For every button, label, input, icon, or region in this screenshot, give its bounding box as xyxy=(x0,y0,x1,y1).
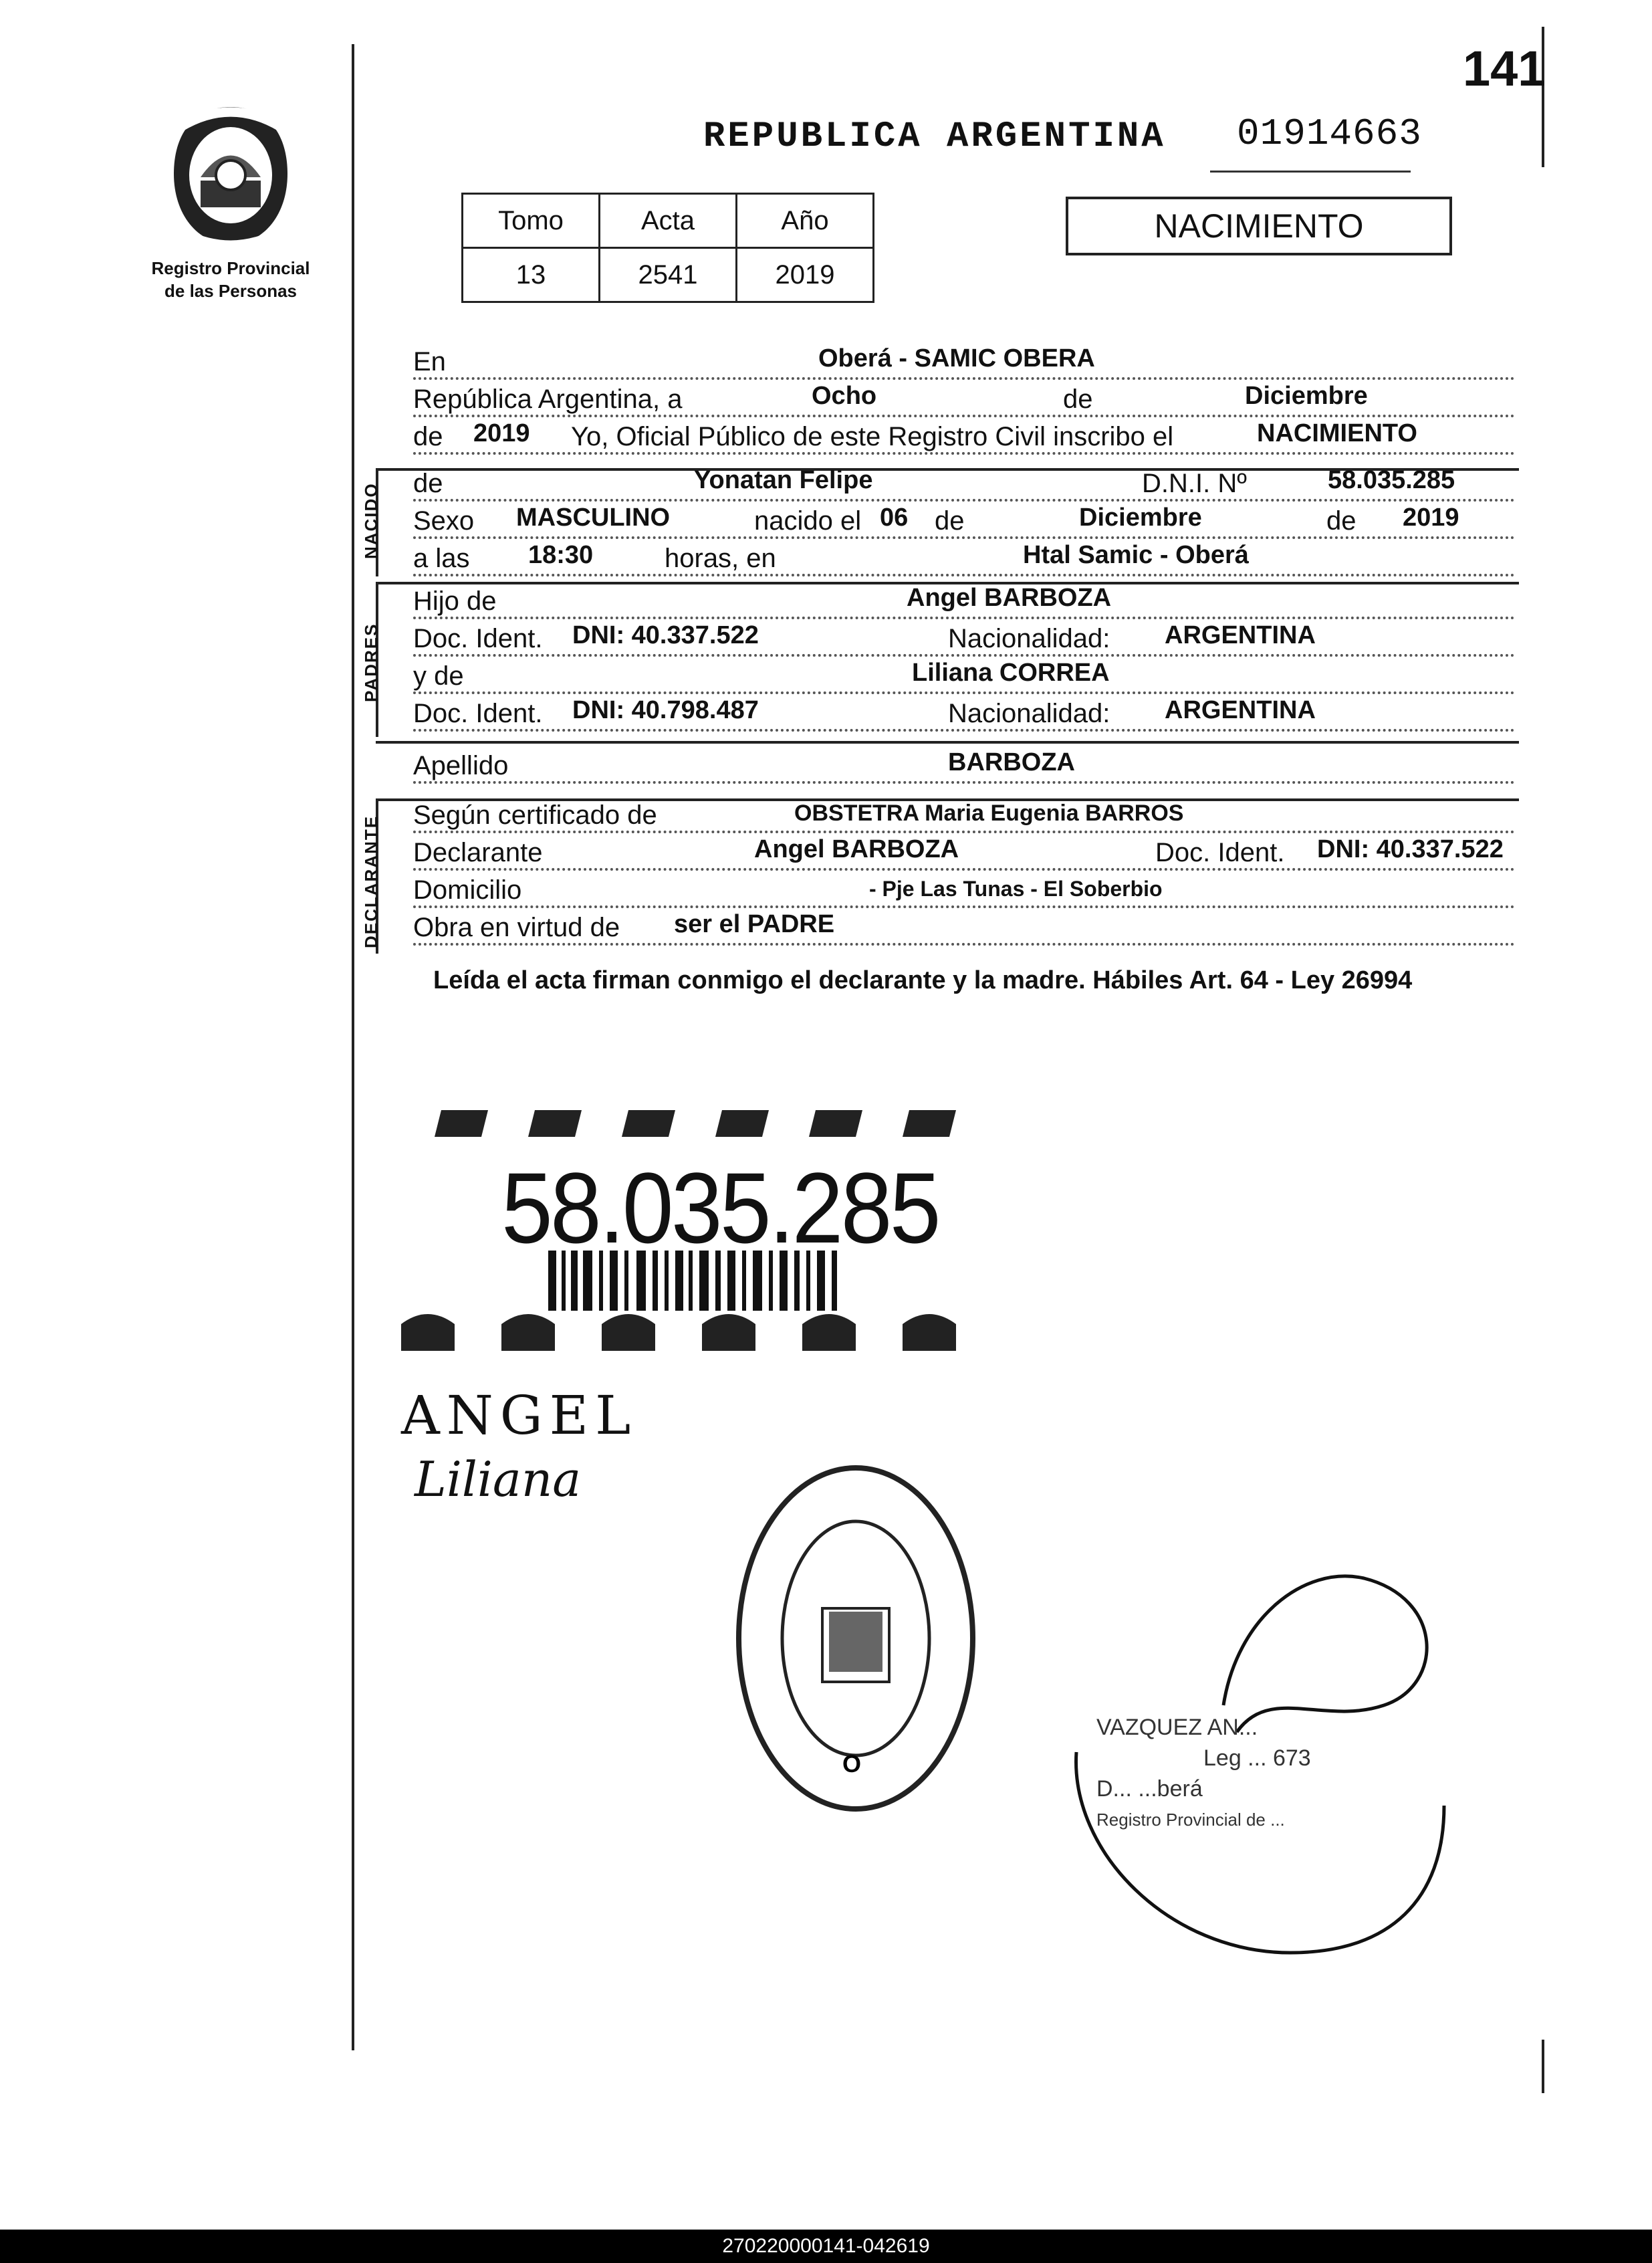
obra-value: ser el PADRE xyxy=(674,910,835,938)
republica-label: República Argentina, a xyxy=(413,385,683,414)
horas-label: horas, en xyxy=(665,544,776,573)
closing-text: Leída el acta firman conmigo el declarante y la madre. Hábiles Art. 64 - Ley 26994 xyxy=(433,966,1413,994)
apellido-label: Apellido xyxy=(413,751,509,780)
act-value: NACIMIENTO xyxy=(1257,419,1417,447)
padres-side-label: PADRES xyxy=(361,623,381,702)
footer-code: 270220000141-042619 xyxy=(0,2230,1652,2263)
anio-header: Año xyxy=(737,194,874,248)
nacido-side-label: NACIDO xyxy=(361,482,381,559)
hijo-label: Hijo de xyxy=(413,586,497,616)
de2-label: de xyxy=(413,422,443,451)
mother-nationality: ARGENTINA xyxy=(1165,696,1316,724)
cert-value: OBSTETRA Maria Eugenia BARROS xyxy=(794,800,1184,826)
row-republica xyxy=(413,377,1515,417)
yde-label: y de xyxy=(413,661,464,691)
row-yde xyxy=(413,654,1515,694)
declarante-side-label: DECLARANTE xyxy=(361,815,381,948)
tomo-value: 13 xyxy=(463,248,600,302)
row-certificado xyxy=(413,793,1515,833)
right-margin-line-lower xyxy=(1542,2040,1544,2093)
apellido-value: BARBOZA xyxy=(948,748,1075,776)
delegation-stamp xyxy=(729,1458,983,1819)
father-name: Angel BARBOZA xyxy=(907,584,1112,612)
mother-nat-label: Nacionalidad: xyxy=(948,699,1110,728)
nacido-de-label-2: de xyxy=(935,506,965,536)
row-declarante xyxy=(413,831,1515,871)
domicilio-value: - Pje Las Tunas - El Soberbio xyxy=(869,877,1163,901)
oficial-label: Yo, Oficial Público de este Registro Civil inscribo el xyxy=(571,422,1174,451)
row-nacido-hora xyxy=(413,536,1515,576)
month-value: Diciembre xyxy=(1245,382,1368,410)
row-domicilio xyxy=(413,868,1515,908)
row-obra xyxy=(413,905,1515,946)
birth-year: 2019 xyxy=(1403,504,1459,532)
act-type-box: NACIMIENTO xyxy=(1066,197,1452,255)
signature-liliana: Liliana xyxy=(415,1451,582,1507)
year-value: 2019 xyxy=(473,419,530,447)
nacido-de-label-3: de xyxy=(1326,506,1356,536)
declarante-label: Declarante xyxy=(413,838,543,867)
document-title: REPUBLICA ARGENTINA xyxy=(703,116,1166,157)
record-table xyxy=(461,193,874,303)
stamp-bottom-letter: O xyxy=(842,1750,862,1777)
birth-place: Htal Samic - Oberá xyxy=(1023,541,1249,569)
signature-angel: ANGEL xyxy=(401,1384,638,1446)
domicilio-label: Domicilio xyxy=(413,875,522,905)
en-value: Oberá - SAMIC OBERA xyxy=(818,344,1095,372)
anio-value: 2019 xyxy=(737,248,874,302)
nacido-de-label: de xyxy=(413,469,443,498)
row-apellido xyxy=(413,744,1515,784)
declarante-doc-label: Doc. Ident. xyxy=(1155,838,1285,867)
misiones-seal-icon xyxy=(160,100,301,254)
father-nat-label: Nacionalidad: xyxy=(948,624,1110,653)
row-oficial xyxy=(413,415,1515,455)
declarante-doc: DNI: 40.337.522 xyxy=(1317,835,1504,863)
birth-month: Diciembre xyxy=(1079,504,1202,532)
page-number: 141 xyxy=(1463,41,1546,96)
mother-name: Liliana CORREA xyxy=(912,659,1110,687)
row-mother-doc xyxy=(413,691,1515,732)
sexo-value: MASCULINO xyxy=(516,504,671,532)
cert-label: Según certificado de xyxy=(413,800,657,830)
en-label: En xyxy=(413,347,446,376)
registry-label: Registro Provincial de las Personas xyxy=(151,258,310,301)
nacido-el-label: nacido el xyxy=(754,506,862,536)
document-number: 01914663 xyxy=(1237,112,1422,155)
left-margin-line xyxy=(352,44,354,2050)
tomo-header: Tomo xyxy=(463,194,600,248)
row-hijo xyxy=(413,579,1515,619)
row-nacido-sexo xyxy=(413,499,1515,539)
de-label: de xyxy=(1063,385,1093,414)
official-stamp-text: VAZQUEZ AN... Leg ... 673 D... ...berá Registro Provincial de ... xyxy=(1096,1715,1311,1830)
sexo-label: Sexo xyxy=(413,506,475,536)
acta-value: 2541 xyxy=(600,248,737,302)
child-name: Yonatan Felipe xyxy=(694,466,873,494)
document-number-underline xyxy=(1210,171,1411,173)
row-nacido-name xyxy=(413,461,1515,502)
sticker-number: 58.035.285 xyxy=(501,1152,939,1264)
father-doc-label: Doc. Ident. xyxy=(413,624,543,653)
alas-label: a las xyxy=(413,544,470,573)
mother-doc: DNI: 40.798.487 xyxy=(572,696,759,724)
dni-label: D.N.I. Nº xyxy=(1142,469,1247,498)
acta-header: Acta xyxy=(600,194,737,248)
child-dni: 58.035.285 xyxy=(1328,466,1455,494)
declarante-value: Angel BARBOZA xyxy=(754,835,959,863)
father-doc: DNI: 40.337.522 xyxy=(572,621,759,649)
day-value: Ocho xyxy=(812,382,877,410)
father-nationality: ARGENTINA xyxy=(1165,621,1316,649)
birth-time: 18:30 xyxy=(528,541,594,569)
birth-day: 06 xyxy=(880,504,909,532)
row-father-doc xyxy=(413,617,1515,657)
obra-label: Obra en virtud de xyxy=(413,913,620,942)
row-en xyxy=(413,340,1515,380)
mother-doc-label: Doc. Ident. xyxy=(413,699,543,728)
